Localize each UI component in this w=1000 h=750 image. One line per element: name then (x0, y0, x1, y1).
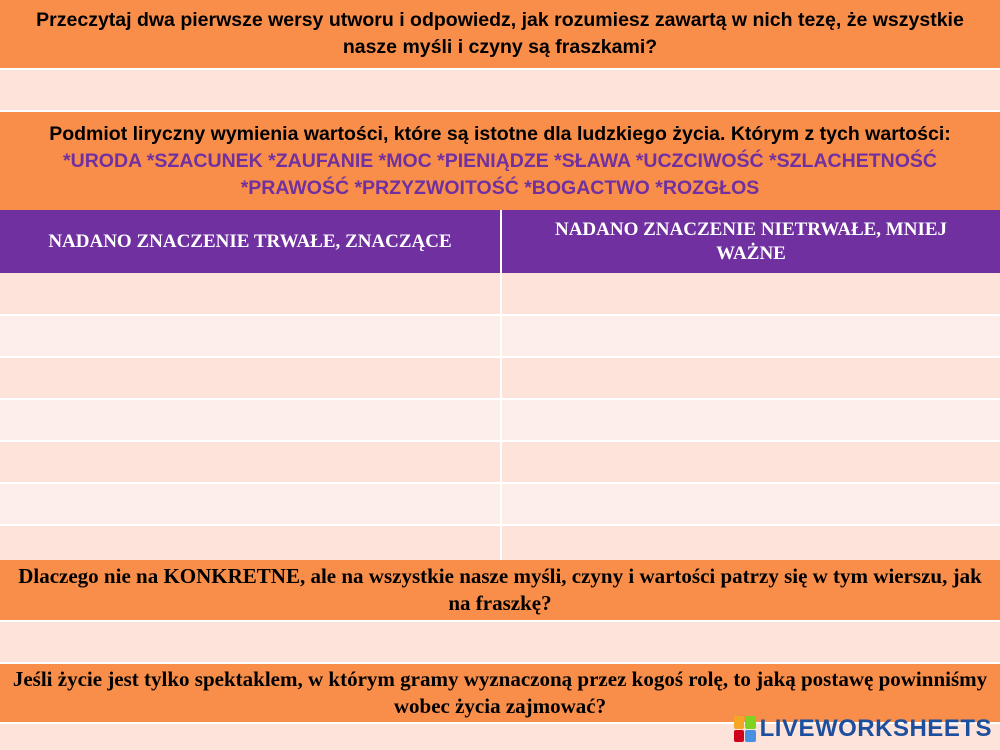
liveworksheets-logo (734, 713, 992, 745)
header-lasting: NADANO ZNACZENIE TRWAŁE, ZNACZĄCE (0, 210, 502, 273)
table-header (0, 210, 1000, 273)
cell-lasting[interactable] (0, 400, 502, 440)
cell-lasting[interactable] (0, 273, 502, 314)
values-list: *URODA *SZACUNEK *ZAUFANIE *MOC *PIENIĄDZE *SŁAWA *UCZCIWOŚĆ *SZLACHETNOŚĆ *PRAWOŚĆ *PRZYZWOITOŚĆ *BOGACTWO *ROZGŁOS (63, 149, 937, 199)
logo-mark-icon (734, 716, 756, 742)
question-3 (0, 560, 1000, 620)
cell-nonlasting[interactable] (502, 316, 1000, 356)
table-row (0, 482, 1000, 524)
cell-nonlasting[interactable] (502, 484, 1000, 524)
question-2-content (12, 121, 988, 202)
cell-lasting[interactable] (0, 442, 502, 482)
table-row (0, 314, 1000, 356)
cell-nonlasting[interactable] (502, 442, 1000, 482)
question-1 (0, 0, 1000, 68)
question-2 (0, 112, 1000, 210)
logo-text: LIVEWORKSHEETS (759, 715, 992, 742)
values-table-body (0, 273, 1000, 558)
cell-lasting[interactable] (0, 316, 502, 356)
cell-nonlasting[interactable] (502, 358, 1000, 398)
question-1-text: Przeczytaj dwa pierwsze wersy utworu i odpowiedz, jak rozumiesz zawartą w nich tezę, że wszystkie nasze myśli i czyny są fraszkami? (36, 9, 964, 58)
table-row (0, 398, 1000, 440)
question-4-text: Jeśli życie jest tylko spektaklem, w którym gramy wyznaczoną przez kogoś rolę, to jaką postawę powinniśmy wobec życia zajmować? (12, 667, 988, 718)
header-nonlasting: NADANO ZNACZENIE NIETRWAŁE, MNIEJ WAŻNE (554, 218, 948, 264)
cell-lasting[interactable] (0, 484, 502, 524)
question-3-text: Dlaczego nie na KONKRETNE, ale na wszystkie nasze myśli, czyny i wartości patrzy się w tym wierszu, jak na fraszkę? (18, 564, 982, 615)
cell-nonlasting[interactable] (502, 400, 1000, 440)
answer-3-field[interactable] (0, 622, 1000, 662)
table-row (0, 440, 1000, 482)
question-2-text: Podmiot liryczny wymienia wartości, które są istotne dla ludzkiego życia. Którym z tych wartości: (49, 122, 951, 145)
answer-1-field[interactable] (0, 70, 1000, 110)
cell-lasting[interactable] (0, 358, 502, 398)
table-row (0, 273, 1000, 314)
cell-nonlasting[interactable] (502, 273, 1000, 314)
table-row (0, 356, 1000, 398)
